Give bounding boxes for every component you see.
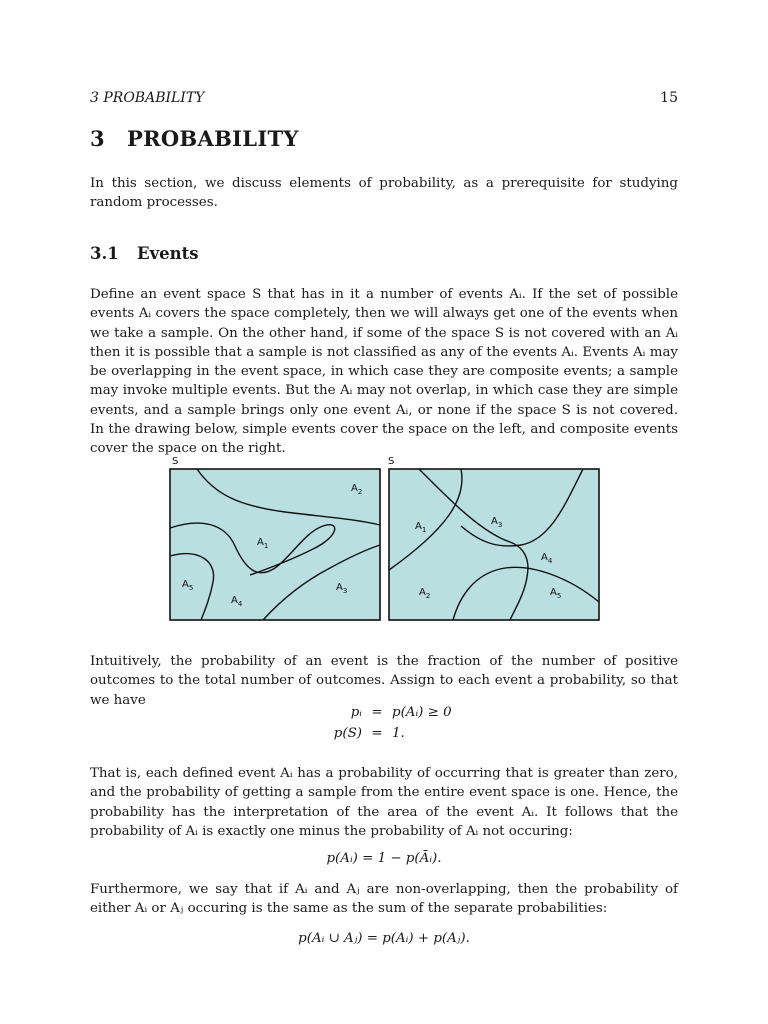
left-label-a3: $A_3$ (336, 582, 348, 595)
subsection-title: Events (137, 244, 199, 263)
intro-paragraph: In this section, we discuss elements of probability, as a prerequisite for studying random processes. (90, 176, 678, 211)
right-label-a3: $A_3$ (491, 516, 503, 529)
running-header (90, 90, 678, 106)
right-label-a2: $A_2$ (419, 587, 431, 600)
right-label-a1: $A_1$ (415, 521, 427, 534)
axiom-2-rhs: 1. (392, 726, 405, 741)
right-label-a4: $A_4$ (541, 552, 553, 565)
complement-equation: p(Aᵢ) = 1 − p(Āᵢ). (326, 851, 442, 866)
left-space-rect (170, 469, 380, 620)
right-event-space (388, 456, 599, 620)
section-title: PROBABILITY (127, 126, 299, 151)
event-space-figure (165, 450, 605, 625)
union-equation: p(Aᵢ ∪ Aⱼ) = p(Aᵢ) + p(Aⱼ). (298, 931, 470, 946)
left-space-label: S (172, 456, 179, 467)
left-event-space (170, 456, 380, 620)
left-label-a2: $A_2$ (351, 483, 363, 496)
axiom-2-lhs: p(S) (333, 726, 362, 741)
probability-paragraph: Intuitively, the probability of an event is the fraction of the number of positive outcomes to the total number of outcomes. Assign to each event a probability, so that we have (90, 654, 678, 708)
section-number: 3 (90, 126, 105, 151)
subsection-heading (90, 244, 199, 263)
union-paragraph: Furthermore, we say that if Aᵢ and Aⱼ are non-overlapping, then the probability of either Aᵢ or Aⱼ occuring is the same as the sum of the separate probabilities: (90, 882, 678, 917)
left-label-a4: $A_4$ (231, 595, 243, 608)
page-number: 15 (660, 90, 678, 106)
axiom-row-2 (300, 723, 452, 744)
subsection-number: 3.1 (90, 244, 119, 263)
left-label-a5: $A_5$ (182, 579, 194, 592)
axiom-1-rhs: p(Aᵢ) ≥ 0 (392, 705, 452, 720)
axiom-2-rel: = (371, 726, 383, 741)
interpretation-paragraph: That is, each defined event Aᵢ has a probability of occurring that is greater than zero, and the probability of getting a sample from the entire event space is one. Hence, the probability has the interpretation of the area of the event Aᵢ. It follows that the probability of Aᵢ is exactly one minus the probability of Aᵢ not occuring: (90, 766, 678, 839)
axiom-1-rel: = (371, 705, 383, 720)
running-title: 3 PROBABILITY (90, 90, 205, 106)
section-heading (90, 126, 299, 151)
events-paragraph: Define an event space S that has in it a number of events Aᵢ. If the set of possible events Aᵢ covers the space completely, then we will always get one of the events when we take a sample. On the other hand, if some of the space S is not covered with an Aᵢ then it is possible that a sample is not classified as any of the events Aᵢ. Events Aᵢ may be overlapping in the event space, in which case they are composite events; a sample may invoke multiple events. But the Aᵢ may not overlap, in which case they are simple events, and a sample brings only one event Aᵢ, or none if the space S is not covered. In the drawing below, simple events cover the space on the left, and composite events cover the space on the right. (90, 287, 678, 457)
left-label-a1: $A_1$ (257, 537, 269, 550)
right-label-a5: $A_5$ (550, 587, 562, 600)
axiom-1-lhs: pᵢ (350, 705, 362, 720)
right-space-label: S (388, 456, 395, 467)
axiom-row-1 (300, 702, 452, 723)
probability-axioms (300, 702, 452, 744)
